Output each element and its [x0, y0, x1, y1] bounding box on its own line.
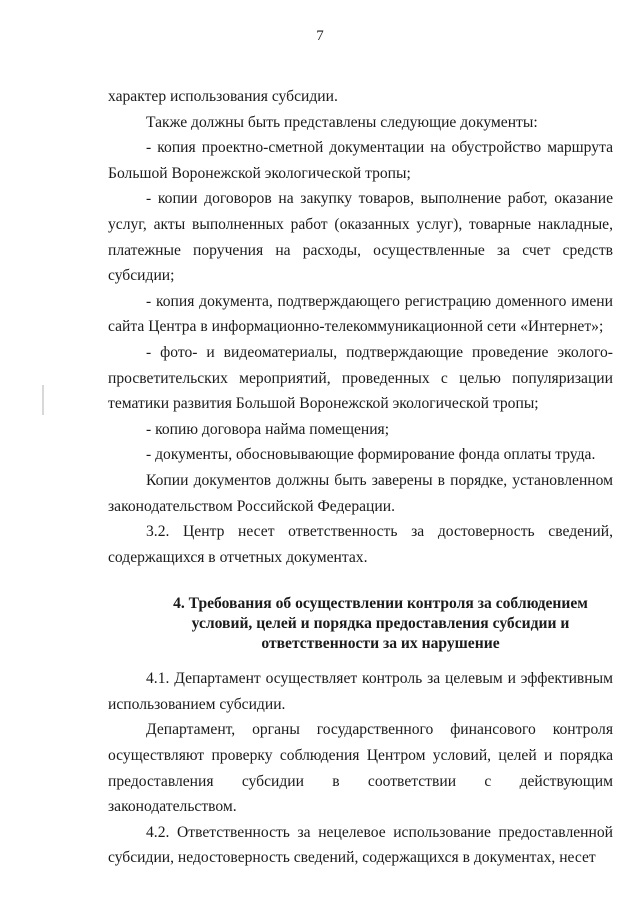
paragraph: 4.2. Ответственность за нецелевое использование предоставленной субсидии, недостоверность сведений, содержащихся в документах, несет [108, 823, 613, 867]
section-4-heading [108, 594, 613, 654]
paragraph: - фото- и видеоматериалы, подтверждающие проведение эколого-просветительских мероприятий, проведенных с целью популяризации тематики развития Большой Воронежской экологической тропы; [108, 343, 613, 413]
document-body [108, 84, 613, 871]
paragraph: Также должны быть представлены следующие документы: [146, 113, 538, 131]
paragraph: 4.1. Департамент осуществляет контроль за целевым и эффективным использованием субсидии. [108, 670, 613, 713]
paragraph: - копия проектно-сметной документации на обустройство маршрута Большой Воронежской экологической тропы; [108, 139, 613, 182]
paragraph: 3.2. Центр несет ответственность за достоверность сведений, содержащихся в отчетных документах. [108, 523, 613, 566]
paragraph: Департамент, органы государственного финансового контроля осуществляют проверку соблюдения Центром условий, целей и порядка предоставления субсидии в соответствии с действующим законодательством. [108, 721, 613, 816]
paragraph: - копию договора найма помещения; [146, 420, 390, 438]
section-3-continuation [108, 84, 613, 570]
paragraph: - копии договоров на закупку товаров, выполнение работ, оказание услуг, акты выполненных работ (оказанных услуг), товарные накладные, платежные поручения на расходы, осуществленные за счет средств субсидии; [108, 190, 613, 285]
heading-line: ответственности за их нарушение [261, 635, 500, 653]
paragraph: характер использования субсидии. [108, 88, 338, 105]
heading-line: условий, целей и порядка предоставления субсидии и [191, 615, 570, 633]
heading-line: 4. Требования об осуществлении контроля за соблюдением [173, 595, 588, 613]
scan-mark [42, 385, 44, 415]
paragraph: - копия документа, подтверждающего регистрацию доменного имени сайта Центра в информационно-телекоммуникационной сети «Интернет»; [108, 292, 613, 336]
page-number: 7 [316, 28, 324, 44]
section-4-body [108, 666, 613, 871]
paragraph: Копии документов должны быть заверены в порядке, установленном законодательством Российской Федерации. [108, 471, 613, 515]
paragraph: - документы, обосновывающие формирование фонда оплаты труда. [146, 446, 596, 464]
